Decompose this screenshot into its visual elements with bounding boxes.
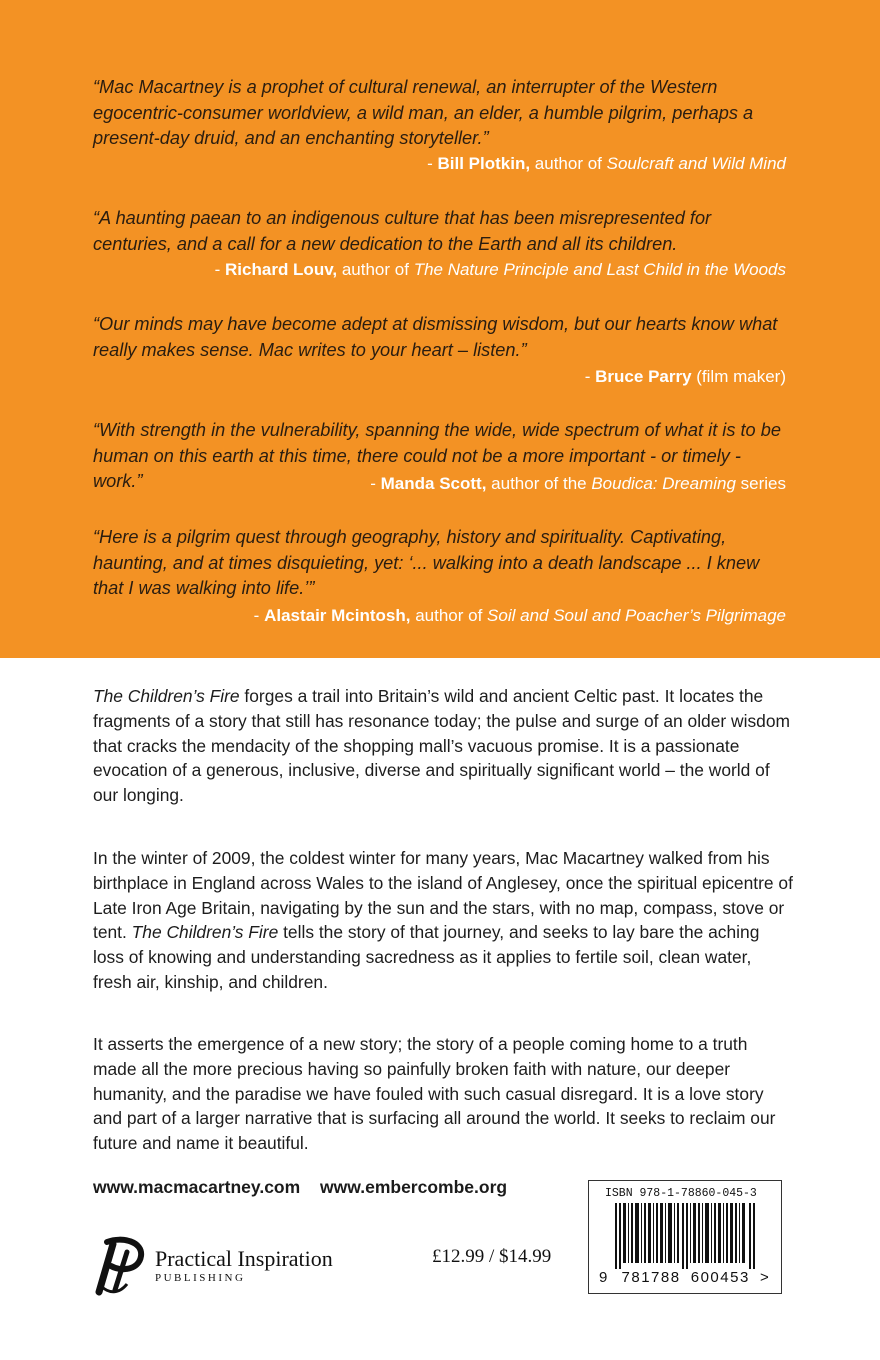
- publisher-logo: [93, 1236, 363, 1296]
- endorsement-quote-1: “Mac Macartney is a prophet of cultural renewal, an interrupter of the Western egocentric-consumer worldview, a wild man, an elder, a humble pilgrim, perhaps a present-day druid, and an enchanting storyteller.”: [93, 77, 754, 148]
- endorsements-panel: [0, 0, 880, 658]
- publisher-name: Practical Inspiration: [155, 1246, 333, 1271]
- endorsement-quote-5: “Here is a pilgrim quest through geography, history and spirituality. Captivating, haunting, and at times disquieting, yet: ‘... walking into a death landscape ... I knew that I was walking into life.’”: [93, 527, 760, 598]
- endorsement-attribution-5: - Alastair Mcintosh, author of Soil and Soul and Poacher’s Pilgrimage: [253, 606, 786, 625]
- publisher-subtitle: PUBLISHING: [155, 1272, 246, 1284]
- endorser-work: Soil and Soul and Poacher’s Pilgrimage: [487, 606, 786, 625]
- endorser-name: Manda Scott,: [380, 474, 487, 493]
- endorser-work: The Nature Principle and Last Child in the Woods: [413, 260, 786, 279]
- endorsement-quote-4: “With strength in the vulnerability, spanning the wide, wide spectrum of what it is to be human on this earth at this time, there could not be a more important - or timely - work.”: [93, 420, 781, 491]
- barcode-digits: 9 781788 600453 >: [599, 1269, 769, 1286]
- price: £12.99 / $14.99: [432, 1246, 552, 1267]
- endorsement-attribution-3: - Bruce Parry (film maker): [584, 367, 786, 386]
- endorser-name: Bill Plotkin,: [437, 154, 531, 173]
- description-paragraph-2: In the winter of 2009, the coldest winter for many years, Mac Macartney walked from his birthplace in England across Wales to the island of Anglesey, once the spiritual epicentre of Late Iron Age Britain, navigating by the sun and the stars, with no map, compass, stove or tent. The Children’s Fire tells the story of that journey, and seeks to lay bare the aching loss of knowing and understanding sacredness as it applies to fertile soil, clean water, fresh air, kinship, and children.: [93, 848, 793, 992]
- endorser-work: Soulcraft and Wild Mind: [606, 154, 786, 173]
- endorser-name: Alastair Mcintosh,: [264, 606, 411, 625]
- endorsement-quote-3: “Our minds may have become adept at dismissing wisdom, but our hearts know what really makes sense. Mac writes to your heart – listen.”: [93, 314, 778, 360]
- barcode-bars: [615, 1203, 757, 1269]
- website-links: [93, 1177, 522, 1198]
- isbn-label: ISBN 978-1-78860-045-3: [605, 1187, 757, 1200]
- endorsement-attribution-1: - Bill Plotkin, author of Soulcraft and Wild Mind: [427, 154, 786, 173]
- description-paragraph-1: The Children’s Fire forges a trail into Britain’s wild and ancient Celtic past. It locates the fragments of a story that still has resonance today; the pulse and surge of an older wisdom that cracks the mendacity of the shopping mall’s vacuous promise. It is a passionate evocation of a generous, inclusive, diverse and spiritually significant world – the world of our longing.: [93, 686, 790, 806]
- description-paragraph-3: It asserts the emergence of a new story; the story of a people coming home to a truth made all the more precious having so painfully broken faith with nature, our deeper humanity, and the paradise we have fouled with such casual disregard. It is a love story and part of a larger narrative that is surfacing all around the world. It seeks to reclaim our future and name it beautiful.: [93, 1034, 776, 1154]
- book-title: The Children’s Fire: [93, 686, 240, 706]
- endorser-name: Bruce Parry: [595, 367, 692, 386]
- endorsement-attribution-4: - Manda Scott, author of the Boudica: Dreaming series: [370, 474, 786, 493]
- endorser-name: Richard Louv,: [225, 260, 338, 279]
- website-link-macmacartney[interactable]: www.macmacartney.com: [93, 1177, 301, 1197]
- endorsement-quote-2: “A haunting paean to an indigenous culture that has been misrepresented for centuries, and a call for a new dedication to the Earth and all its children.: [93, 208, 712, 254]
- publisher-mark-icon: [93, 1236, 149, 1296]
- endorser-work: Boudica: Dreaming: [591, 474, 736, 493]
- book-title: The Children’s Fire: [131, 922, 279, 943]
- isbn-barcode: [588, 1180, 782, 1294]
- endorsement-attribution-2: - Richard Louv, author of The Nature Principle and Last Child in the Woods: [214, 260, 786, 279]
- website-link-embercombe[interactable]: www.embercombe.org: [320, 1177, 508, 1197]
